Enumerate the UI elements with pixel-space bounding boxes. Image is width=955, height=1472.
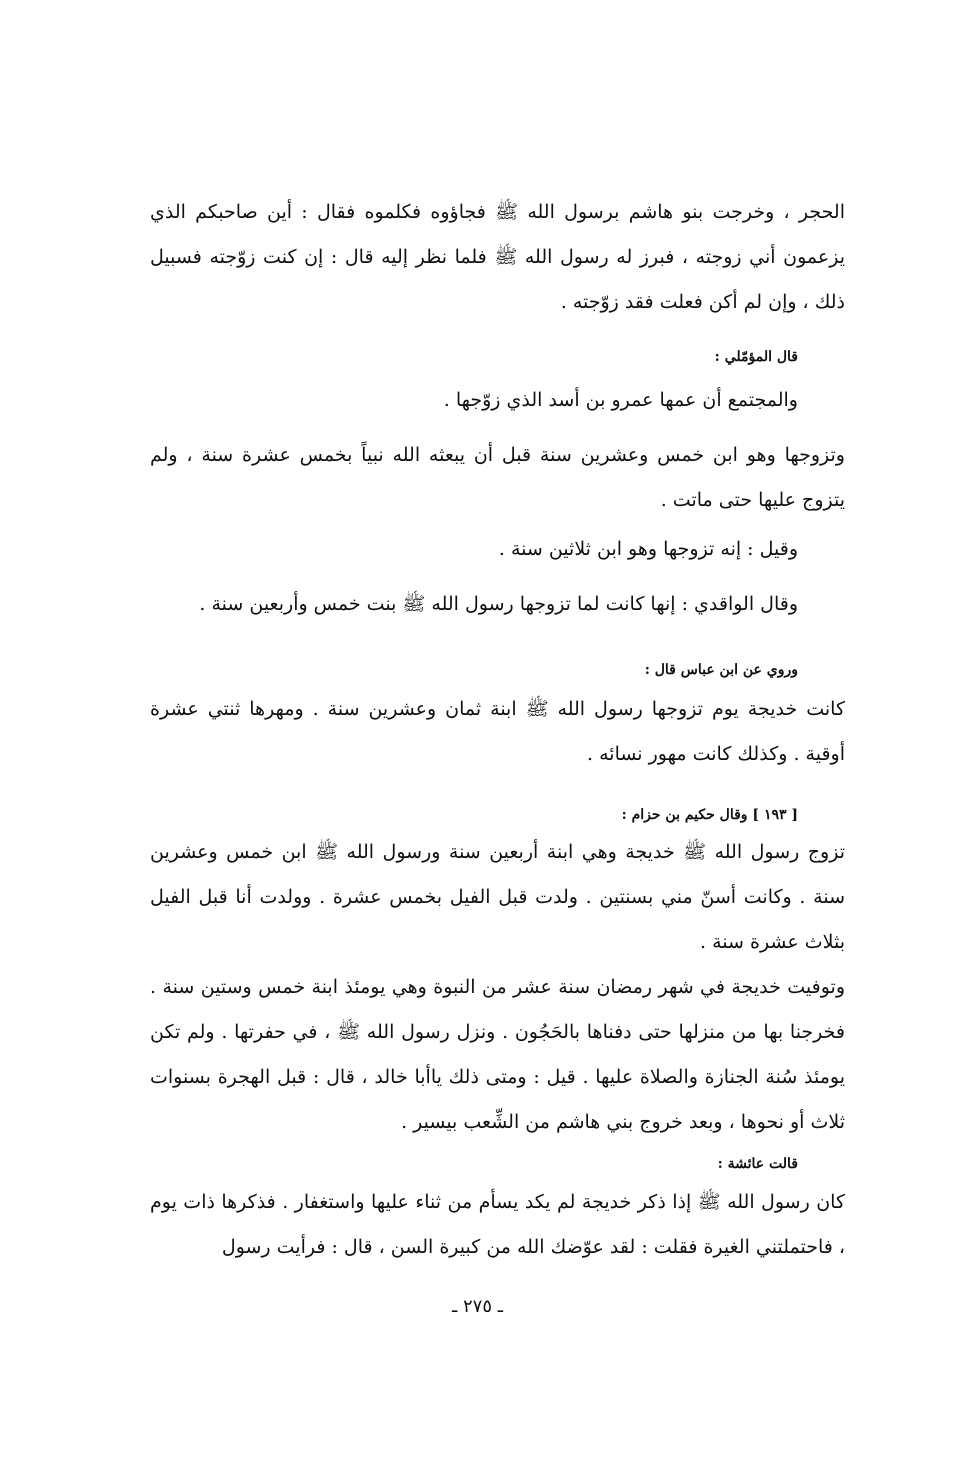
paragraph-thirty-years: وقيل : إنه تزوجها وهو ابن ثلاثين سنة . — [498, 538, 798, 560]
heading-aisha: قالت عائشة : — [717, 1156, 798, 1172]
paragraph-khadija-death: وتوفيت خديجة في شهر رمضان سنة عشر من النبوة وهي يومئذ ابنة خمس وستين سنة . فخرجنا بها من منزلها حتى دفناها بالحَجُون . ونزل رسول الله ﷺ ، في حفرتها . ولم تكن يومئذ سُنة الجنازة والصلاة عليها . قيل : ومتى ذلك ياأبا خالد ، قال : قبل الهجرة بسنوات ثلاث أو نحوها ، وبعد خروج بني هاشم من الشِّعب بيسير . — [150, 976, 845, 1133]
heading-ibn-abbas: وروي عن ابن عباس قال : — [644, 662, 798, 678]
paragraph-al-waqidi: وقال الواقدي : إنها كانت لما تزوجها رسول الله ﷺ بنت خمس وأربعين سنة . — [199, 593, 798, 615]
paragraph-marriage-age: وتزوجها وهو ابن خمس وعشرين سنة قبل أن يبعثه الله نبياً بخمس عشرة سنة ، ولم يتزوج عليها حتى ماتت . — [150, 444, 845, 511]
paragraph-ibn-abbas: كانت خديجة يوم تزوجها رسول الله ﷺ ابنة ثمان وعشرين سنة . ومهرها ثنتي عشرة أوقية . وكذلك كانت مهور نسائه . — [150, 698, 845, 765]
heading-hakim-ibn-hizam: [ ١٩٣ ] وقال حكيم بن حزام : — [621, 807, 798, 823]
paragraph-amr-ibn-asad: والمجتمع أن عمها عمرو بن أسد الذي زوّجها . — [443, 389, 798, 411]
heading-al-muammali: قال المؤمّلي : — [714, 349, 798, 365]
paragraph-hakim-narration: تزوج رسول الله ﷺ خديجة وهي ابنة أربعين سنة ورسول الله ﷺ ابن خمس وعشرين سنة . وكانت أسنّ مني بسنتين . ولدت قبل الفيل بخمس عشرة . وولدت أنا قبل الفيل بثلاث عشرة سنة . — [150, 841, 845, 953]
paragraph-aisha-narration: كان رسول الله ﷺ إذا ذكر خديجة لم يكد يسأم من ثناء عليها واستغفار . فذكرها ذات يوم ، فاحتملتني الغيرة فقلت : لقد عوّضك الله من كبيرة السن ، قال : فرأيت رسول — [150, 1191, 845, 1258]
page-number: ـ ٢٧٥ ـ — [451, 1296, 503, 1317]
paragraph-opening: الحجر ، وخرجت بنو هاشم برسول الله ﷺ فجاؤوه فكلموه فقال : أين صاحبكم الذي يزعمون أني زوجته ، فبرز له رسول الله ﷺ فلما نظر إليه قال : إن كنت زوّجته فسبيل ذلك ، وإن لم أكن فعلت فقد زوّجته . — [150, 201, 845, 313]
